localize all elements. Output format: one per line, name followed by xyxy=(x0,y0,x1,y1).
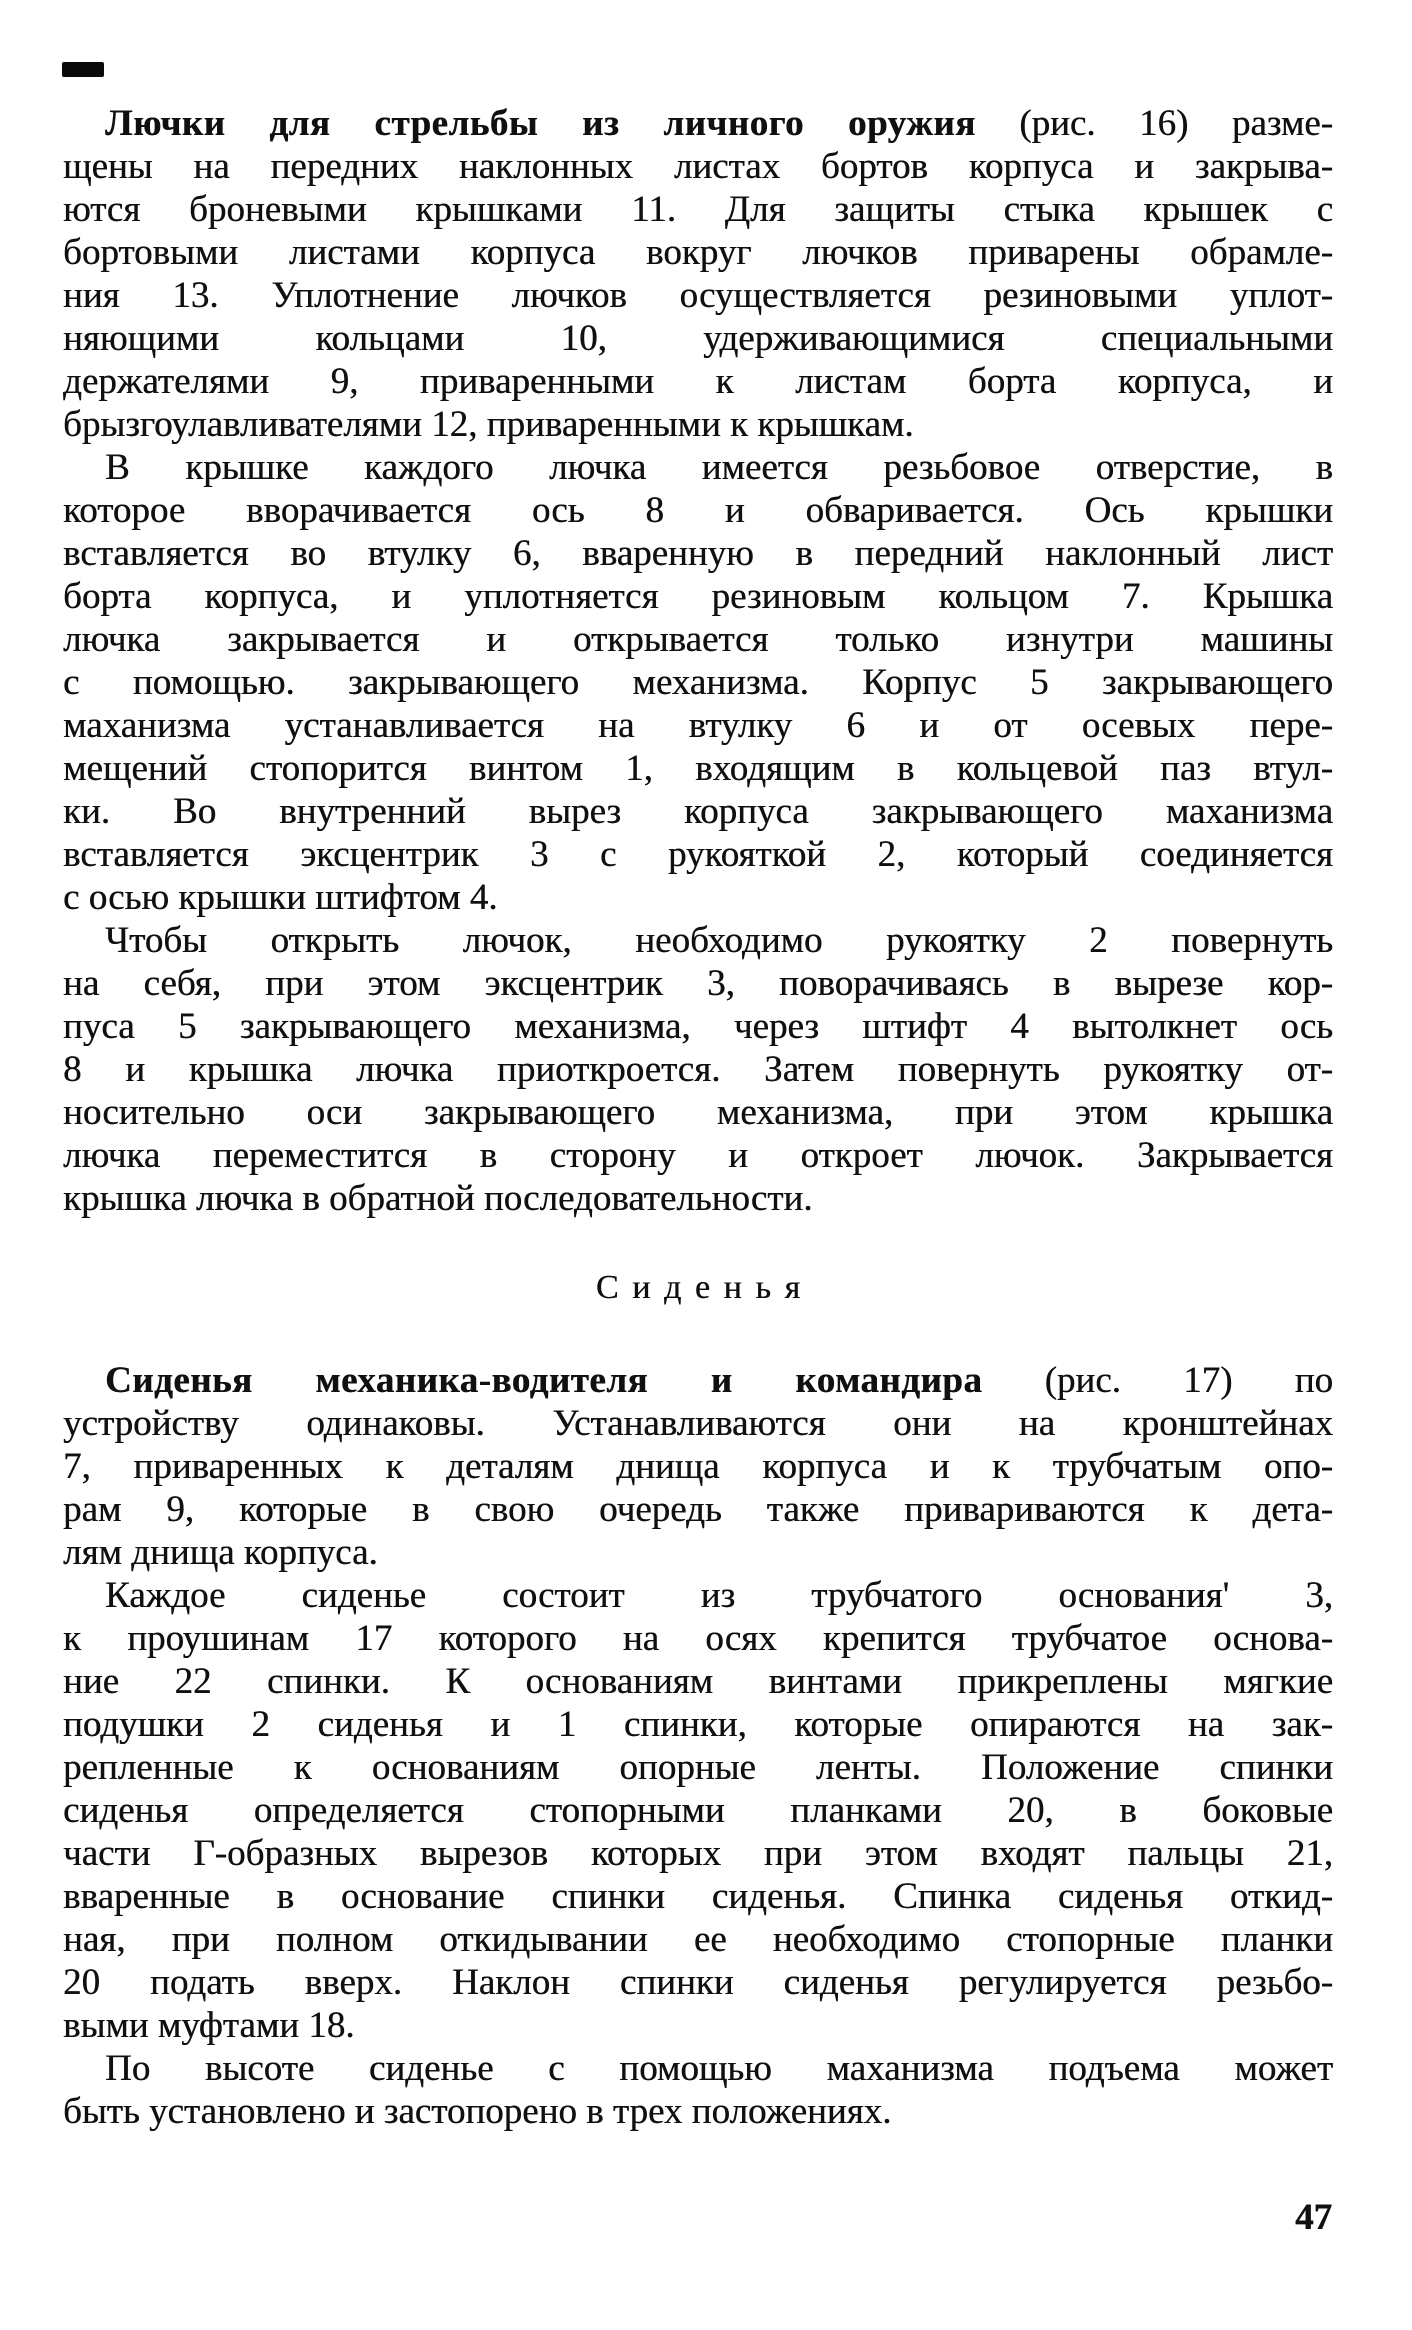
text-line xyxy=(63,403,1333,446)
text-line xyxy=(63,1617,1333,1660)
text-run: вваренные в основание спинки сиденья. Спинка сиденья откид- xyxy=(63,1876,1333,1917)
paragraph-hatch-opening-procedure xyxy=(63,919,1333,1220)
text-line xyxy=(63,231,1333,274)
text-run: с помощью. закрывающего механизма. Корпус 5 закрывающего xyxy=(63,662,1333,703)
text-line xyxy=(63,102,1333,145)
text-run: лям днища корпуса. xyxy=(63,1532,378,1573)
text-run: мещений стопорится винтом 1, входящим в кольцевой паз втул- xyxy=(63,748,1333,789)
paragraph-hatch-cover-design xyxy=(63,446,1333,919)
text-line xyxy=(63,360,1333,403)
page-number: 47 xyxy=(1295,2197,1332,2238)
text-run: 7, приваренных к деталям днища корпуса и к трубчатым опо- xyxy=(63,1446,1333,1487)
text-line xyxy=(63,1918,1333,1961)
text-run: выми муфтами 18. xyxy=(63,2005,355,2046)
text-run: сиденья определяется стопорными планками 20, в боковые xyxy=(63,1790,1333,1831)
text-run: с осью крышки штифтом 4. xyxy=(63,877,498,918)
text-line xyxy=(63,747,1333,790)
text-run: быть установлено и застопорено в трех положениях. xyxy=(63,2091,892,2132)
paragraph-seats-mounting xyxy=(63,1359,1333,1574)
text-line xyxy=(63,661,1333,704)
text-block xyxy=(63,102,1333,2133)
text-line xyxy=(63,1359,1333,1402)
text-run: вставляется во втулку 6, вваренную в передний наклонный лист xyxy=(63,533,1333,574)
paragraph-firing-hatches xyxy=(63,102,1333,446)
text-run: Чтобы открыть лючок, необходимо рукоятку 2 повернуть xyxy=(105,920,1333,961)
bold-lead-in: Сиденья механика-водителя и командира xyxy=(105,1360,983,1401)
text-run: ки. Во внутренний вырез корпуса закрывающего маханизма xyxy=(63,791,1333,832)
text-line xyxy=(63,2004,1333,2047)
text-line xyxy=(63,618,1333,661)
text-run: ная, при полном откидывании ее необходимо стопорные планки xyxy=(63,1919,1333,1960)
text-run: маханизма устанавливается на втулку 6 и от осевых пере- xyxy=(63,705,1333,746)
text-line xyxy=(63,1445,1333,1488)
section-heading-seats: Сиденья xyxy=(595,1269,814,1306)
paragraph-seat-height xyxy=(63,2047,1333,2133)
text-run: вставляется эксцентрик 3 с рукояткой 2, который соединяется xyxy=(63,834,1333,875)
text-line xyxy=(63,1531,1333,1574)
text-run: репленные к основаниям опорные ленты. Положение спинки xyxy=(63,1747,1333,1788)
text-line xyxy=(63,446,1333,489)
text-run: ются броневыми крышками 11. Для защиты стыка крышек с xyxy=(63,189,1333,230)
text-run: Каждое сиденье состоит из трубчатого основания' 3, xyxy=(105,1575,1333,1616)
text-run: 20 подать вверх. Наклон спинки сиденья регулируется резьбо- xyxy=(63,1962,1333,2003)
text-run: к проушинам 17 которого на осях крепится трубчатое основа- xyxy=(63,1618,1333,1659)
text-line xyxy=(63,2047,1333,2090)
text-line xyxy=(63,532,1333,575)
text-line xyxy=(63,1048,1333,1091)
text-line xyxy=(63,962,1333,1005)
text-line xyxy=(63,1832,1333,1875)
text-line xyxy=(63,1961,1333,2004)
text-line xyxy=(63,1660,1333,1703)
text-run: (рис. 16) разме- xyxy=(975,103,1333,144)
text-line xyxy=(63,704,1333,747)
text-run: По высоте сиденье с помощью маханизма подъема может xyxy=(105,2048,1333,2089)
text-run: лючка закрывается и открывается только изнутри машины xyxy=(63,619,1333,660)
text-line xyxy=(63,274,1333,317)
text-line xyxy=(63,1746,1333,1789)
text-run: няющими кольцами 10, удерживающимися специальными xyxy=(63,318,1333,359)
text-line xyxy=(63,489,1333,532)
text-line xyxy=(63,876,1333,919)
text-run: держателями 9, приваренными к листам борта корпуса, и xyxy=(63,361,1333,402)
text-line xyxy=(63,1177,1333,1220)
text-run: подушки 2 сиденья и 1 спинки, которые опираются на зак- xyxy=(63,1704,1333,1745)
text-run: В крышке каждого лючка имеется резьбовое отверстие, в xyxy=(105,447,1333,488)
text-run: рам 9, которые в свою очередь также привариваются к дета- xyxy=(63,1489,1333,1530)
text-run: ние 22 спинки. К основаниям винтами прикреплены мягкие xyxy=(63,1661,1333,1702)
text-line xyxy=(63,1574,1333,1617)
text-line xyxy=(63,145,1333,188)
text-run: лючка переместится в сторону и откроет лючок. Закрывается xyxy=(63,1135,1333,1176)
text-line xyxy=(63,833,1333,876)
text-line xyxy=(63,1789,1333,1832)
text-line xyxy=(63,2090,1333,2133)
text-run: на себя, при этом эксцентрик 3, поворачиваясь в вырезе кор- xyxy=(63,963,1333,1004)
text-run: пуса 5 закрывающего механизма, через штифт 4 вытолкнет ось xyxy=(63,1006,1333,1047)
text-line xyxy=(63,1488,1333,1531)
text-line xyxy=(63,1005,1333,1048)
text-line xyxy=(63,919,1333,962)
text-run: брызгоулавливателями 12, приваренными к крышкам. xyxy=(63,404,914,445)
text-run: части Г-образных вырезов которых при этом входят пальцы 21, xyxy=(63,1833,1333,1874)
text-run: 8 и крышка лючка приоткроется. Затем повернуть рукоятку от- xyxy=(63,1049,1333,1090)
text-run: крышка лючка в обратной последовательности. xyxy=(63,1178,813,1219)
text-line xyxy=(63,1875,1333,1918)
text-line xyxy=(63,1703,1333,1746)
scan-artifact xyxy=(62,62,104,77)
text-line xyxy=(63,317,1333,360)
text-line xyxy=(63,790,1333,833)
bold-lead-in: Лючки для стрельбы из личного оружия xyxy=(105,103,976,144)
text-run: устройству одинаковы. Устанавливаются они на кронштейнах xyxy=(63,1403,1333,1444)
text-run: носительно оси закрывающего механизма, при этом крышка xyxy=(63,1092,1333,1133)
text-line xyxy=(63,1402,1333,1445)
text-run: бортовыми листами корпуса вокруг лючков приварены обрамле- xyxy=(63,232,1333,273)
text-line xyxy=(63,188,1333,231)
text-run: которое вворачивается ось 8 и обваривается. Ось крышки xyxy=(63,490,1333,531)
text-line xyxy=(63,575,1333,618)
text-run: борта корпуса, и уплотняется резиновым кольцом 7. Крышка xyxy=(63,576,1333,617)
paragraph-seat-construction xyxy=(63,1574,1333,2047)
text-run: щены на передних наклонных листах бортов корпуса и закрыва- xyxy=(63,146,1333,187)
text-line xyxy=(63,1134,1333,1177)
text-line xyxy=(63,1091,1333,1134)
text-run: (рис. 17) по xyxy=(982,1360,1334,1401)
text-run: ния 13. Уплотнение лючков осуществляется резиновыми уплот- xyxy=(63,275,1333,316)
